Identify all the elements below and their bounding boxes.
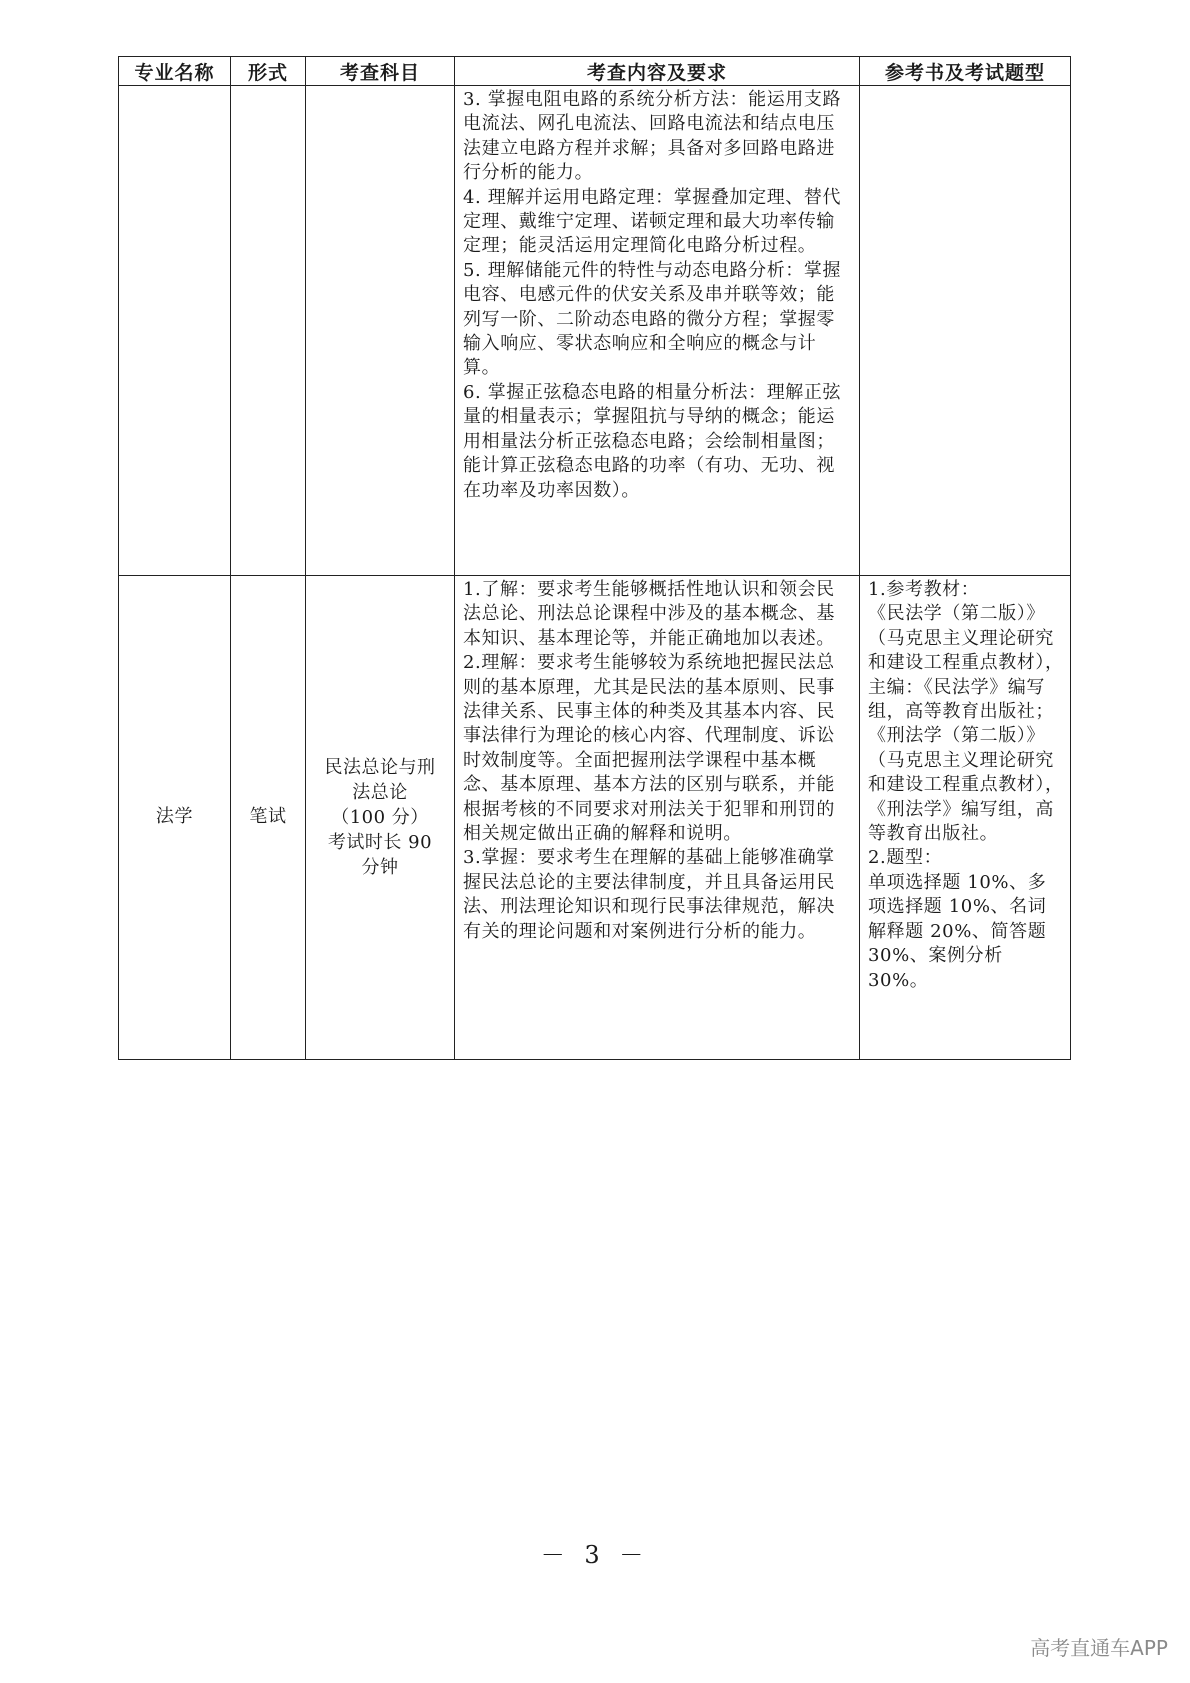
content-item: 5. 理解储能元件的特性与动态电路分析：掌握电容、电感元件的伏安关系及串并联等效；能列写一阶、二阶动态电路的微分方程；掌握零输入响应、零状态响应和全响应的概念与计算。 (463, 259, 842, 379)
subject-cell (306, 576, 455, 1060)
refs-item: 《民法学（第二版）》（马克思主义理论研究和建设工程重点教材），主编：《民法学》编写组，高等教育出版社； (868, 603, 1064, 723)
subject-line: 民法总论与刑 (324, 757, 436, 778)
subject-line: （100 分） (331, 807, 429, 828)
content-item: 4. 理解并运用电路定理：掌握叠加定理、替代定理、戴维宁定理、诺顿定理和最大功率传输定理；能灵活运用定理简化电路分析过程。 (463, 186, 842, 257)
header-subject: 考查科目 (306, 57, 455, 86)
subject-line: 分钟 (361, 857, 399, 878)
form-cell (231, 86, 306, 576)
refs-item: 1.参考教材： (868, 579, 980, 600)
header-major: 专业名称 (119, 57, 231, 86)
major-name: 法学 (155, 806, 194, 828)
subject-line: 考试时长 90 (327, 832, 433, 853)
content-cell (455, 576, 860, 1060)
form-cell (231, 576, 306, 1060)
header-refs: 参考书及考试题型 (860, 57, 1071, 86)
content-item: 1.了解：要求考生能够概括性地认识和领会民法总论、刑法总论课程中涉及的基本概念、基本知识、基本理论等，并能正确地加以表述。 (463, 579, 835, 649)
table-row (119, 576, 1071, 1060)
watermark: 高考直通车APP (1030, 1636, 1168, 1660)
content-item: 6. 掌握正弦稳态电路的相量分析法：理解正弦量的相量表示；掌握阻抗与导纳的概念；能运用相量法分析正弦稳态电路；会绘制相量图；能计算正弦稳态电路的功率（有功、无功、视在功率及功率因数）。 (463, 381, 842, 501)
content-item: 3. 掌握电阻电路的系统分析方法：能运用支路电流法、网孔电流法、回路电流法和结点电压法建立电路方程并求解；具备对多回路电路进行分析的能力。 (463, 89, 842, 184)
subject-cell (306, 86, 455, 576)
major-cell (119, 86, 231, 576)
content-item: 2.理解：要求考生能够较为系统地把握民法总则的基本原理，尤其是民法的基本原则、民事法律关系、民事主体的种类及其基本内容、民事法律行为理论的核心内容、代理制度、诉讼时效制度等。全面把握刑法学课程中基本概念、基本原理、基本方法的区别与联系，并能根据考核的不同要求对刑法关于犯罪和刑罚的相关规定做出正确的解释和说明。 (463, 652, 835, 845)
refs-cell (860, 576, 1071, 1060)
refs-item: 2.题型： (868, 847, 943, 869)
header-content: 考查内容及要求 (455, 57, 860, 86)
refs-item: 单项选择题 10%、多项选择题 10%、名词解释题 20%、简答题 30%、案例分析 30%。 (868, 871, 1047, 991)
content-item: 3.掌握：要求考生在理解的基础上能够准确掌握民法总论的主要法律制度，并且具备运用民法、刑法理论知识和现行民事法律规范，解决有关的理论问题和对案例进行分析的能力。 (463, 847, 835, 942)
header-form: 形式 (231, 57, 306, 86)
subject-line: 法总论 (352, 782, 408, 803)
exam-form: 笔试 (249, 806, 287, 828)
page-number: － 3 － (540, 1541, 650, 1569)
table-header-row (119, 57, 1071, 86)
exam-requirements-table (118, 56, 1071, 1060)
refs-cell (860, 86, 1071, 576)
refs-item: 《刑法学（第二版）》（马克思主义理论研究和建设工程重点教材），《刑法学》编写组，高等教育出版社。 (868, 725, 1064, 845)
major-cell (119, 576, 231, 1060)
table-row (119, 86, 1071, 576)
content-cell (455, 86, 860, 576)
